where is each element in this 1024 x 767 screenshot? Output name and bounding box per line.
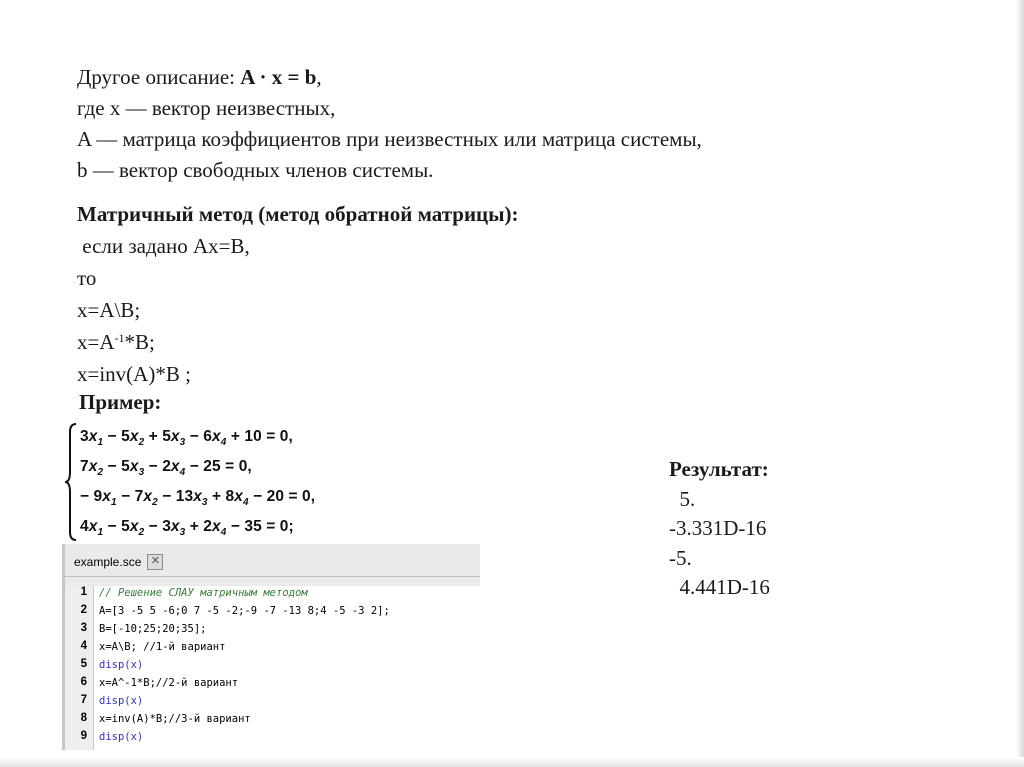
slide-edge-right bbox=[1016, 0, 1024, 767]
result-value-4: 4.441D-16 bbox=[669, 575, 770, 599]
code-line[interactable]: disp(x) bbox=[99, 659, 144, 671]
intro-line-2: где x — вектор неизвестных, bbox=[77, 96, 336, 120]
intro-text bbox=[77, 62, 702, 186]
equation-4: $4x_1 - 5x_2 - 3x_3 + 2x_4 - 35 = 0$; bbox=[80, 518, 294, 539]
code-line[interactable]: // Решение СЛАУ матричным методом bbox=[99, 587, 308, 599]
close-tab-icon[interactable]: ✕ bbox=[147, 554, 163, 570]
equation-3: − $9x_1 - 7x_2 - 13x_3 + 8x_4 - 20 = 0$, bbox=[80, 488, 316, 509]
code-line[interactable]: x=A\B; //1-й вариант bbox=[99, 641, 226, 653]
line-number: 1 bbox=[80, 586, 87, 598]
code-line[interactable]: B=[-10;25;20;35]; bbox=[99, 623, 207, 635]
result-title: Результат: bbox=[669, 457, 769, 481]
line-number: 8 bbox=[80, 712, 87, 724]
code-line[interactable]: x=A^-1*B;//2-й вариант bbox=[99, 677, 239, 689]
method-line-1: если задано Ax=B, bbox=[77, 234, 250, 258]
editor-tab[interactable] bbox=[74, 552, 163, 572]
intro-line-4: b — вектор свободных членов системы. bbox=[77, 158, 434, 182]
line-number: 4 bbox=[80, 640, 87, 652]
slide-edge-bottom bbox=[0, 757, 1024, 767]
line-number: 6 bbox=[80, 676, 87, 688]
equation-1: $3x_1 - 5x_2 + 5x_3 - 6x_4 + 10 = 0$, bbox=[80, 428, 293, 449]
example-title: Пример: bbox=[79, 390, 162, 414]
equation-2: $7x_2 - 5x_3 - 2x_4 - 25 = 0$, bbox=[80, 458, 252, 479]
result-block bbox=[669, 455, 770, 603]
method-line-3: x=A\B; bbox=[77, 298, 141, 322]
code-editor-window bbox=[62, 544, 480, 750]
result-value-1: 5. bbox=[669, 486, 696, 511]
code-line[interactable]: disp(x) bbox=[99, 731, 144, 743]
result-value-3: -5. bbox=[669, 545, 692, 570]
line-number: 9 bbox=[80, 730, 87, 742]
method-line-2: то bbox=[77, 266, 97, 290]
editor-tab-label[interactable]: example.sce bbox=[74, 555, 142, 569]
intro-line-3: A — матрица коэффициентов при неизвестных или матрица системы, bbox=[77, 127, 702, 151]
code-line[interactable]: A=[3 -5 5 -6;0 7 -5 -2;-9 -7 -13 8;4 -5 -3 2]; bbox=[99, 605, 390, 617]
intro-line-1: Другое описание: A · x = b, bbox=[77, 65, 322, 89]
left-brace-icon bbox=[64, 420, 80, 544]
formula-axb: A · x = b bbox=[240, 65, 317, 89]
editor-body[interactable] bbox=[65, 586, 480, 750]
line-number: 7 bbox=[80, 694, 87, 706]
line-number: 3 bbox=[80, 622, 87, 634]
editor-divider bbox=[65, 576, 480, 577]
method-line-4: $x=A^{-1}*B$; bbox=[77, 330, 155, 354]
line-number: 2 bbox=[80, 604, 87, 616]
code-line[interactable]: disp(x) bbox=[99, 695, 144, 707]
line-number: 5 bbox=[80, 658, 87, 670]
method-line-5: x=inv(A)*B ; bbox=[77, 362, 191, 386]
method-heading: Матричный метод (метод обратной матрицы): bbox=[77, 202, 519, 226]
method-section bbox=[77, 198, 519, 390]
result-value-2: -3.331D-16 bbox=[669, 516, 767, 540]
code-line[interactable]: x=inv(A)*B;//3-й вариант bbox=[99, 713, 251, 725]
equation-system bbox=[64, 420, 364, 544]
